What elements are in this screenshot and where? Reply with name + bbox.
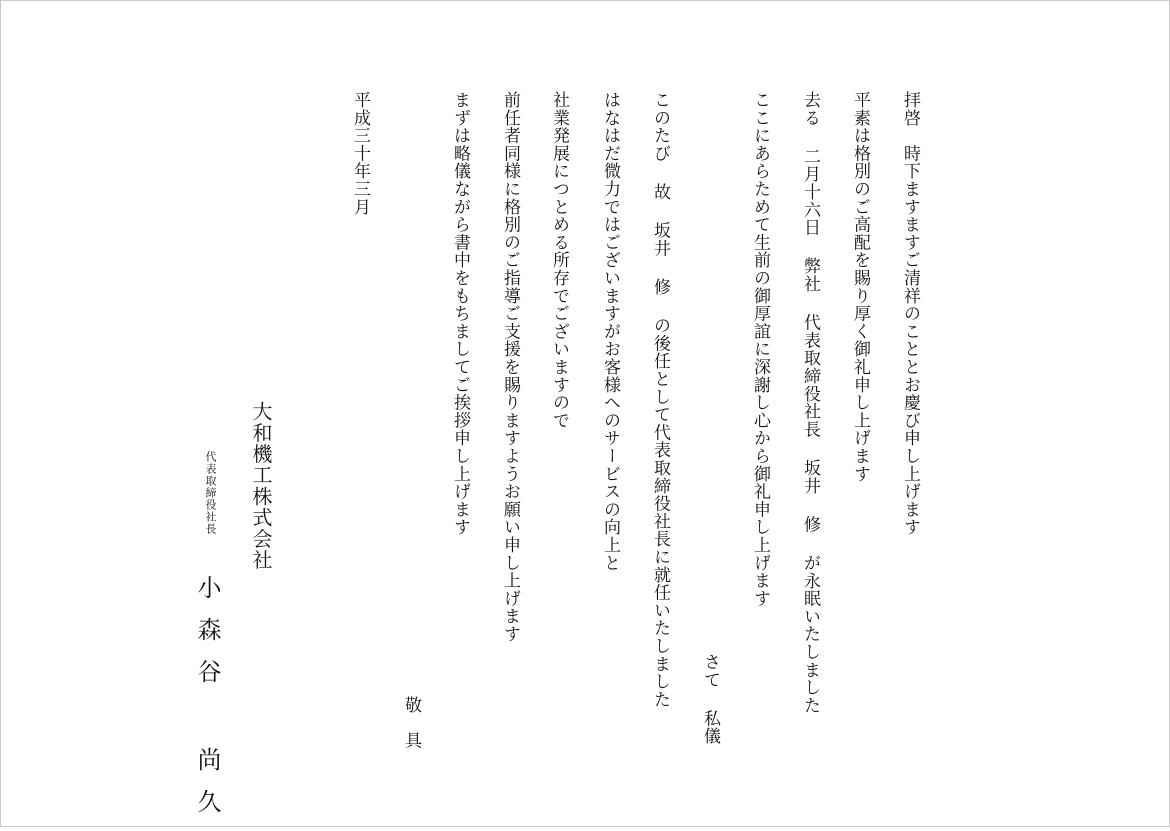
letter-line-gratitude: ここにあらためて生前の御厚誼に深謝し心から御礼申し上げます (750, 91, 770, 608)
signer-name: 小森谷 尚久 (193, 575, 221, 831)
letter-line-closing-remark: まずは略儀ながら書中をもちましてご挨拶申し上げます (450, 91, 470, 536)
letter-line-thanks: 平素は格別のご高配を賜り厚く御礼申し上げます (850, 91, 870, 483)
letter-line-humble: はなはだ微力ではございますがお客様へのサービスの向上と (600, 91, 620, 572)
signer-title: 代表取締役社長 (204, 451, 217, 535)
letter-date: 平成三十年三月 (350, 91, 370, 216)
letter-line-appointment: このたび 故 坂井 修 の後任として代表取締役社長に就任いたしました (650, 91, 670, 709)
letter-line-commitment: 社業発展につとめる所存でございますので (549, 91, 569, 430)
letter-line-opening: 拝啓 時下ますますご清祥のこととお慶び申し上げます (900, 91, 920, 536)
company-name: 大和機工株式会社 (249, 401, 273, 571)
letter-line-request: 前任者同様に格別のご指導ご支援を賜りますようお願い申し上げます (500, 91, 520, 643)
letter-line-obituary: 去る 二月十六日 弊社 代表取締役社長 坂井 修 が永眠いたしました (800, 91, 820, 715)
closing-phrase: 敬 具 (401, 696, 421, 750)
letter-line-transition: さて 私儀 (700, 653, 720, 745)
